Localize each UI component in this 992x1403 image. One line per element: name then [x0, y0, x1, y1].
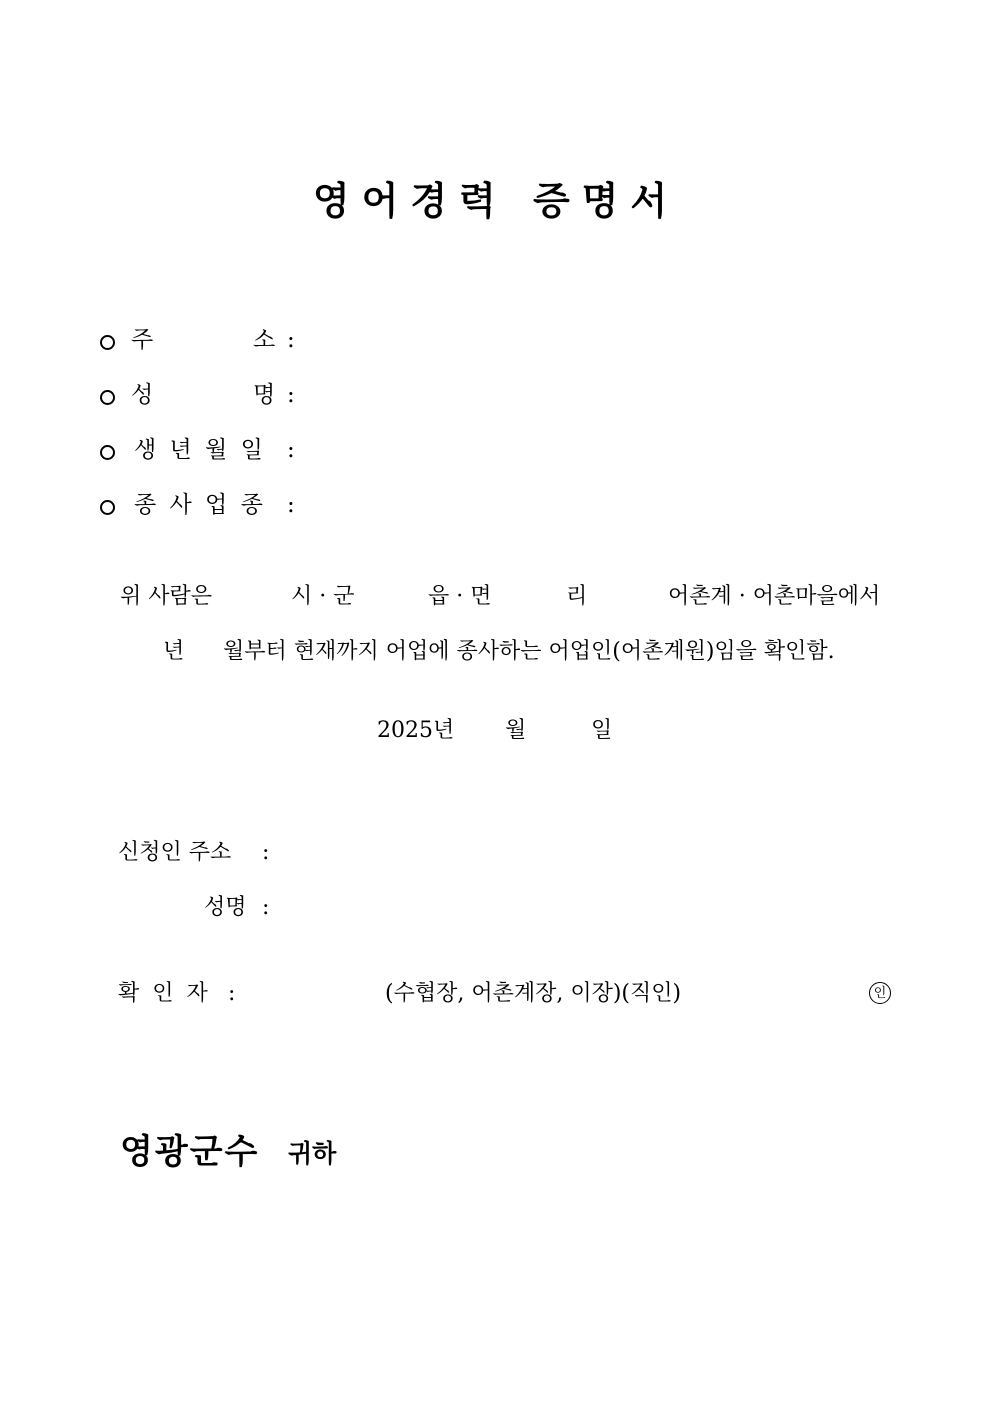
document-title: 영어경력 증명서 — [312, 178, 680, 223]
statement-text: 시 · 군 — [291, 584, 355, 609]
recipient-name: 영광군수 — [120, 1132, 260, 1172]
statement-text: 월부터 현재까지 어업에 종사하는 어업인(어촌계원)임을 확인함. — [223, 639, 835, 664]
field-colon: : — [287, 327, 295, 353]
circle-bullet-icon — [100, 335, 115, 350]
circle-bullet-icon — [100, 390, 115, 405]
date-day: 일 — [591, 718, 613, 743]
field-label: 생 년 월 일 — [134, 437, 263, 463]
applicant-colon: : — [262, 840, 270, 865]
applicant-colon: : — [262, 895, 270, 920]
statement-text: 읍 · 면 — [428, 584, 492, 609]
recipient-suffix: 귀하 — [288, 1139, 337, 1168]
field-colon: : — [287, 437, 295, 463]
statement-text: 어촌계 · 어촌마을에서 — [668, 584, 881, 609]
field-label-part: 주 — [131, 327, 154, 353]
field-label-part: 성 — [131, 382, 154, 408]
date-year: 2025년 — [377, 718, 455, 743]
date-month: 월 — [505, 718, 527, 743]
confirmer-colon: : — [228, 981, 236, 1006]
statement-text: 리 — [566, 584, 588, 609]
applicant-address-label: 신청인 주소 — [118, 840, 232, 865]
field-label: 종 사 업 종 — [134, 492, 263, 518]
confirmer-note: (수협장, 어촌계장, 이장)(직인) — [385, 981, 682, 1006]
statement-text: 위 사람은 — [120, 584, 213, 609]
field-label-part: 명 — [253, 382, 276, 408]
circle-bullet-icon — [100, 445, 115, 460]
confirmer-label: 확 인 자 — [118, 981, 208, 1006]
statement-text: 년 — [163, 639, 185, 664]
field-colon: : — [287, 382, 295, 408]
circle-bullet-icon — [100, 500, 115, 515]
seal-mark-icon: 인 — [869, 982, 891, 1004]
field-label-part: 소 — [253, 327, 276, 353]
field-colon: : — [287, 492, 295, 518]
applicant-name-label: 성명 — [204, 895, 247, 920]
